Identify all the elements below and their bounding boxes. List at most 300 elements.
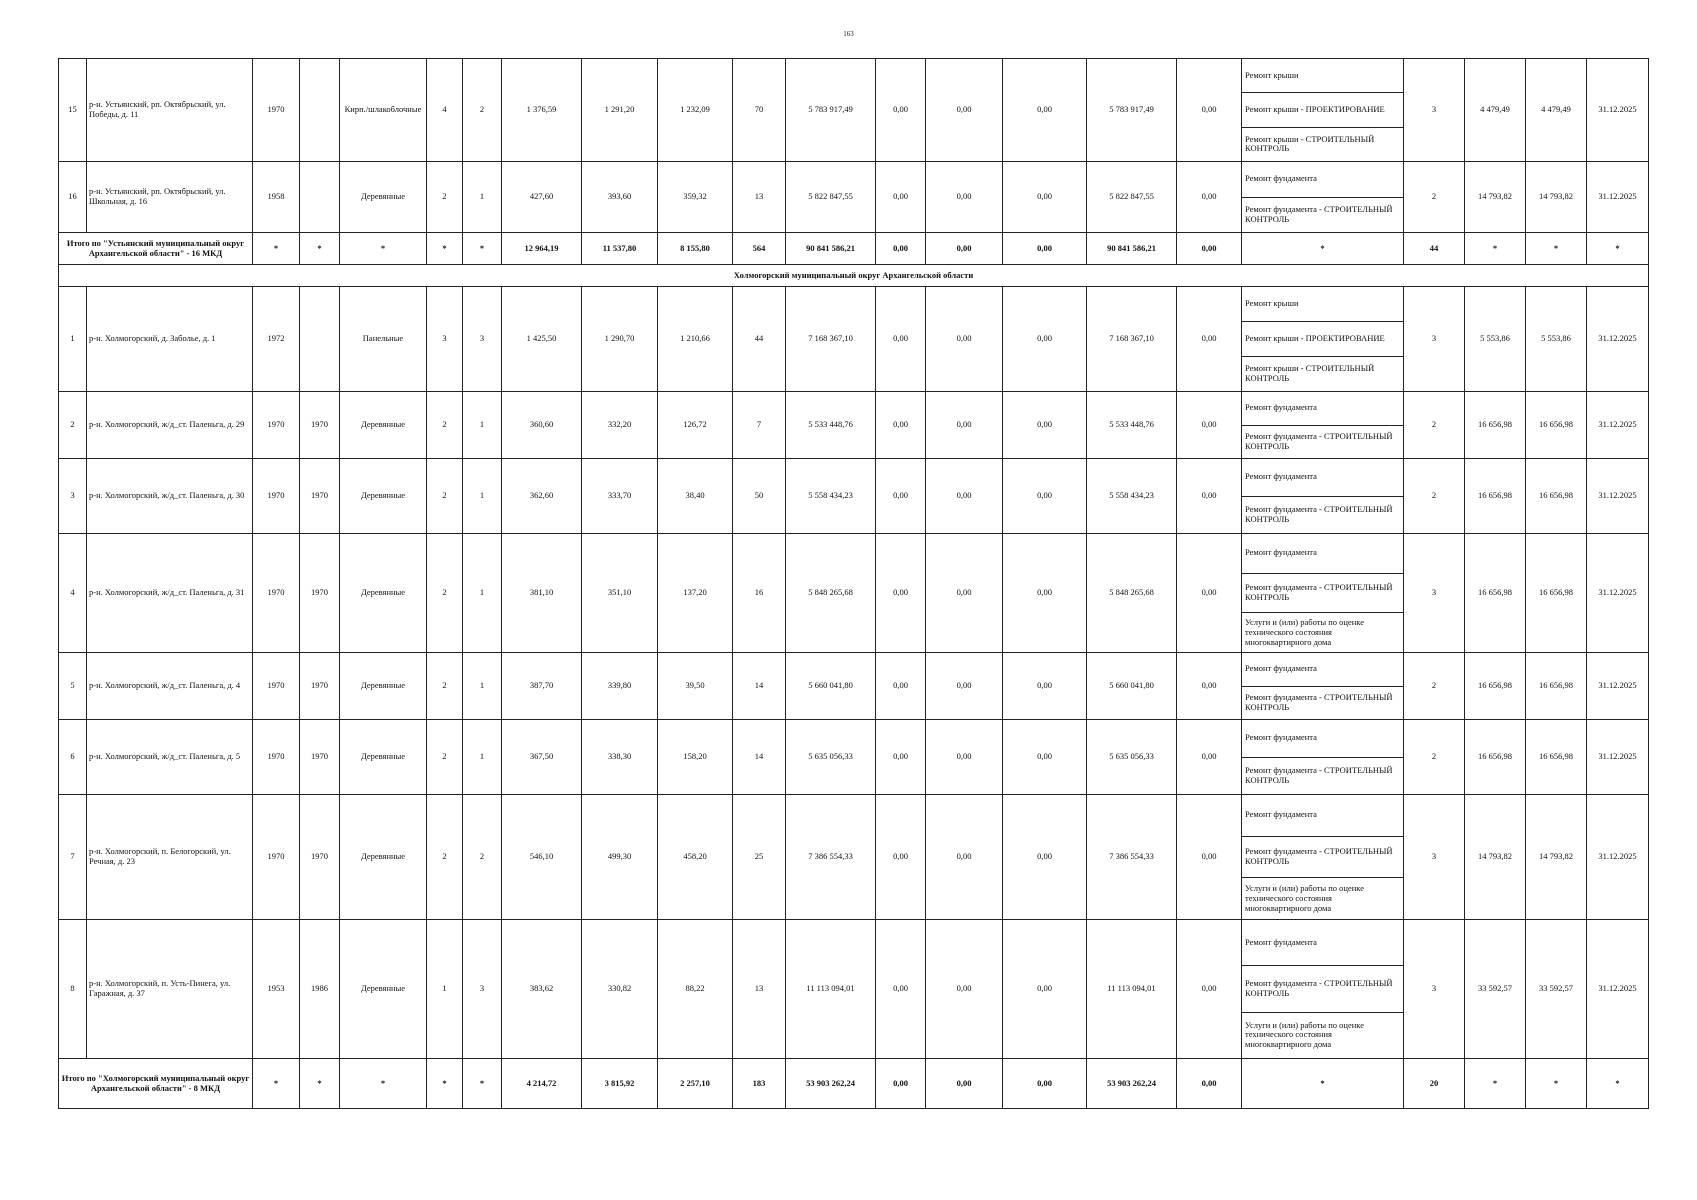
table-row bbox=[59, 653, 1649, 720]
cell-area-total: 360,60 bbox=[502, 392, 582, 459]
work-item: Услуги и (или) работы по оценке технического состояния многоквартирного дома bbox=[1242, 612, 1403, 652]
cell-entrances: 3 bbox=[463, 287, 502, 392]
cell-year-renov: * bbox=[300, 233, 340, 265]
address-cell: р-н. Холмогорский, ж/д_ст. Паленьга, д. 31 bbox=[87, 534, 253, 653]
work-item: Ремонт фундамента bbox=[1245, 663, 1317, 674]
cell-entrances: 3 bbox=[463, 920, 502, 1059]
cell-walls: Деревянные bbox=[340, 720, 427, 795]
cell-entrances: 1 bbox=[463, 392, 502, 459]
cell-floors: 3 bbox=[427, 287, 463, 392]
section-title: Холмогорский муниципальный округ Архангельской области bbox=[59, 265, 1649, 287]
cell-floors: 2 bbox=[427, 795, 463, 920]
cell-fund-other: 0,00 bbox=[1177, 920, 1242, 1059]
cell-unit-cost: 4 479,49 bbox=[1465, 59, 1526, 162]
cell-area-own: 458,20 bbox=[658, 795, 733, 920]
cell-residents: 14 bbox=[733, 720, 786, 795]
address-cell: р-н. Холмогорский, ж/д_ст. Паленьга, д. 5 bbox=[87, 720, 253, 795]
work-item: Ремонт фундамента bbox=[1245, 732, 1317, 743]
cell-unit-cost: * bbox=[1465, 233, 1526, 265]
cell-fund-other: 0,00 bbox=[1177, 720, 1242, 795]
works-list bbox=[1242, 162, 1403, 232]
cell-fund-mun: 0,00 bbox=[1003, 59, 1087, 162]
cell-entrances: 2 bbox=[463, 59, 502, 162]
cell-year-renov: * bbox=[300, 1059, 340, 1109]
row-number: 6 bbox=[59, 720, 87, 795]
works-list bbox=[1242, 720, 1403, 794]
cell-area-res: 339,80 bbox=[582, 653, 658, 720]
work-item: Услуги и (или) работы по оценке технического состояния многоквартирного дома bbox=[1242, 877, 1403, 919]
cell-fund-reg: 0,00 bbox=[926, 392, 1003, 459]
cell-work-count: 44 bbox=[1404, 233, 1465, 265]
address-cell: р-н. Холмогорский, ж/д_ст. Паленьга, д. 4 bbox=[87, 653, 253, 720]
cell-year-built: 1970 bbox=[253, 795, 300, 920]
cell-fund-fed: 0,00 bbox=[876, 1059, 926, 1109]
section-header-row bbox=[59, 265, 1649, 287]
cell-cost-total: 5 533 448,76 bbox=[786, 392, 876, 459]
cell-fund-other: 0,00 bbox=[1177, 534, 1242, 653]
row-number: 16 bbox=[59, 162, 87, 233]
works-list bbox=[1242, 795, 1403, 919]
address-cell: р-н. Холмогорский, ж/д_ст. Паленьга, д. 30 bbox=[87, 459, 253, 534]
cell-floors: 2 bbox=[427, 459, 463, 534]
cell-max-cost: 16 656,98 bbox=[1526, 534, 1587, 653]
cell-area-own: 126,72 bbox=[658, 392, 733, 459]
cell-fund-reg: 0,00 bbox=[926, 59, 1003, 162]
cell-work-count: 2 bbox=[1404, 459, 1465, 534]
cell-fund-fed: 0,00 bbox=[876, 287, 926, 392]
cell-area-total: 362,60 bbox=[502, 459, 582, 534]
cell-max-cost: 14 793,82 bbox=[1526, 795, 1587, 920]
cell-floors: 2 bbox=[427, 720, 463, 795]
cell-year-renov: 1970 bbox=[300, 392, 340, 459]
cell-max-cost: * bbox=[1526, 1059, 1587, 1109]
work-item: Ремонт фундамента bbox=[1245, 402, 1317, 413]
work-item: Ремонт фундамента bbox=[1245, 471, 1317, 482]
work-item: Ремонт фундамента - СТРОИТЕЛЬНЫЙ КОНТРОЛЬ bbox=[1242, 496, 1403, 534]
row-number: 7 bbox=[59, 795, 87, 920]
cell-fund-reg: 0,00 bbox=[926, 720, 1003, 795]
cell-deadline: 31.12.2025 bbox=[1587, 59, 1649, 162]
cell-residents: 50 bbox=[733, 459, 786, 534]
cell-fund-other: 0,00 bbox=[1177, 459, 1242, 534]
cell-fund-fed: 0,00 bbox=[876, 59, 926, 162]
cell-fund-fed: 0,00 bbox=[876, 920, 926, 1059]
cell-unit-cost: 16 656,98 bbox=[1465, 459, 1526, 534]
cell-year-renov: 1986 bbox=[300, 920, 340, 1059]
address-cell: р-н. Устьянский, рп. Октябрьский, ул. Школьная, д. 16 bbox=[87, 162, 253, 233]
works-cell bbox=[1242, 920, 1404, 1059]
cell-deadline: 31.12.2025 bbox=[1587, 920, 1649, 1059]
cell-deadline: * bbox=[1587, 1059, 1649, 1109]
cell-year-renov: 1970 bbox=[300, 459, 340, 534]
cell-fund-reg: 0,00 bbox=[926, 653, 1003, 720]
address-cell: р-н. Холмогорский, д. Заболье, д. 1 bbox=[87, 287, 253, 392]
cell-year-built: 1958 bbox=[253, 162, 300, 233]
cell-entrances: 1 bbox=[463, 459, 502, 534]
table-row bbox=[59, 392, 1649, 459]
cell-fund-reg: 0,00 bbox=[926, 233, 1003, 265]
cell-max-cost: 5 553,86 bbox=[1526, 287, 1587, 392]
cell-cost-total: 5 660 041,80 bbox=[786, 653, 876, 720]
row-number: 3 bbox=[59, 459, 87, 534]
cell-fund-fed: 0,00 bbox=[876, 653, 926, 720]
cell-walls: Деревянные bbox=[340, 392, 427, 459]
cell-fund-other: 0,00 bbox=[1177, 287, 1242, 392]
cell-floors: 2 bbox=[427, 392, 463, 459]
cell-area-total: 427,60 bbox=[502, 162, 582, 233]
cell-year-built: 1970 bbox=[253, 720, 300, 795]
cell-fund-owner: 5 635 056,33 bbox=[1087, 720, 1177, 795]
cell-year-renov: 1970 bbox=[300, 795, 340, 920]
address-cell: р-н. Холмогорский, ж/д_ст. Паленьга, д. 29 bbox=[87, 392, 253, 459]
cell-walls: Деревянные bbox=[340, 162, 427, 233]
cell-residents: 70 bbox=[733, 59, 786, 162]
cell-floors: 1 bbox=[427, 920, 463, 1059]
cell-walls: Деревянные bbox=[340, 653, 427, 720]
cell-fund-owner: 5 558 434,23 bbox=[1087, 459, 1177, 534]
cell-max-cost: * bbox=[1526, 233, 1587, 265]
cell-year-renov bbox=[300, 59, 340, 162]
cell-residents: 44 bbox=[733, 287, 786, 392]
cell-area-own: 1 210,66 bbox=[658, 287, 733, 392]
cell-cost-total: 5 822 847,55 bbox=[786, 162, 876, 233]
cell-cost-total: 5 635 056,33 bbox=[786, 720, 876, 795]
cell-fund-other: 0,00 bbox=[1177, 162, 1242, 233]
table-row bbox=[59, 534, 1649, 653]
cell-entrances: * bbox=[463, 1059, 502, 1109]
cell-unit-cost: 16 656,98 bbox=[1465, 534, 1526, 653]
cell-fund-other: 0,00 bbox=[1177, 392, 1242, 459]
cell-year-built: 1970 bbox=[253, 59, 300, 162]
cell-entrances: 1 bbox=[463, 162, 502, 233]
cell-residents: 16 bbox=[733, 534, 786, 653]
cell-area-res: 330,82 bbox=[582, 920, 658, 1059]
cell-area-res: 1 291,20 bbox=[582, 59, 658, 162]
row-number: 5 bbox=[59, 653, 87, 720]
cell-work-count: 2 bbox=[1404, 653, 1465, 720]
cell-area-total: 381,10 bbox=[502, 534, 582, 653]
cell-year-renov bbox=[300, 287, 340, 392]
cell-walls: Деревянные bbox=[340, 459, 427, 534]
work-item: Ремонт фундамента - СТРОИТЕЛЬНЫЙ КОНТРОЛЬ bbox=[1242, 757, 1403, 795]
work-item: Ремонт фундамента bbox=[1245, 173, 1317, 184]
cell-residents: 14 bbox=[733, 653, 786, 720]
cell-cost-total: 53 903 262,24 bbox=[786, 1059, 876, 1109]
work-item: Ремонт фундамента - СТРОИТЕЛЬНЫЙ КОНТРОЛЬ bbox=[1242, 197, 1403, 233]
works-list bbox=[1242, 392, 1403, 458]
cell-fund-fed: 0,00 bbox=[876, 392, 926, 459]
cell-max-cost: 16 656,98 bbox=[1526, 392, 1587, 459]
cell-fund-mun: 0,00 bbox=[1003, 920, 1087, 1059]
cell-fund-other: 0,00 bbox=[1177, 59, 1242, 162]
cell-year-renov bbox=[300, 162, 340, 233]
cell-walls: Деревянные bbox=[340, 534, 427, 653]
works-cell bbox=[1242, 287, 1404, 392]
cell-unit-cost: 16 656,98 bbox=[1465, 720, 1526, 795]
cell-residents: 13 bbox=[733, 162, 786, 233]
work-item: Ремонт крыши - СТРОИТЕЛЬНЫЙ КОНТРОЛЬ bbox=[1242, 127, 1403, 161]
cell-area-total: 383,62 bbox=[502, 920, 582, 1059]
cell-area-total: 4 214,72 bbox=[502, 1059, 582, 1109]
cell-work-count: 3 bbox=[1404, 534, 1465, 653]
cell-year-built: 1970 bbox=[253, 392, 300, 459]
cell-area-own: 2 257,10 bbox=[658, 1059, 733, 1109]
cell-entrances: 1 bbox=[463, 653, 502, 720]
work-item: Ремонт фундамента - СТРОИТЕЛЬНЫЙ КОНТРОЛЬ bbox=[1242, 573, 1403, 613]
cell-entrances: 1 bbox=[463, 720, 502, 795]
cell-year-built: 1953 bbox=[253, 920, 300, 1059]
work-item: Ремонт крыши - ПРОЕКТИРОВАНИЕ bbox=[1242, 321, 1403, 356]
cell-work-count: 2 bbox=[1404, 720, 1465, 795]
work-item: Ремонт фундамента bbox=[1245, 936, 1317, 947]
cell-year-built: 1970 bbox=[253, 534, 300, 653]
cell-fund-mun: 0,00 bbox=[1003, 162, 1087, 233]
cell-area-res: 332,20 bbox=[582, 392, 658, 459]
row-number: 4 bbox=[59, 534, 87, 653]
cell-fund-reg: 0,00 bbox=[926, 534, 1003, 653]
cell-work: * bbox=[1242, 1059, 1404, 1109]
address-cell: р-н. Холмогорский, п. Белогорский, ул. Речная, д. 23 bbox=[87, 795, 253, 920]
row-number: 8 bbox=[59, 920, 87, 1059]
cell-walls: Кирп./шлакоблочные bbox=[340, 59, 427, 162]
cell-area-total: 546,10 bbox=[502, 795, 582, 920]
cell-fund-mun: 0,00 bbox=[1003, 459, 1087, 534]
cell-walls: Деревянные bbox=[340, 795, 427, 920]
cell-cost-total: 90 841 586,21 bbox=[786, 233, 876, 265]
cell-year-built: 1970 bbox=[253, 653, 300, 720]
cell-fund-reg: 0,00 bbox=[926, 1059, 1003, 1109]
cell-area-total: 1 425,50 bbox=[502, 287, 582, 392]
cell-fund-owner: 5 533 448,76 bbox=[1087, 392, 1177, 459]
cell-floors: * bbox=[427, 1059, 463, 1109]
work-item: Ремонт фундамента - СТРОИТЕЛЬНЫЙ КОНТРОЛЬ bbox=[1242, 425, 1403, 459]
cell-fund-fed: 0,00 bbox=[876, 459, 926, 534]
cell-fund-owner: 7 386 554,33 bbox=[1087, 795, 1177, 920]
cell-area-res: 1 290,70 bbox=[582, 287, 658, 392]
cell-walls: Панельные bbox=[340, 287, 427, 392]
works-cell bbox=[1242, 534, 1404, 653]
cell-fund-mun: 0,00 bbox=[1003, 534, 1087, 653]
cell-max-cost: 16 656,98 bbox=[1526, 459, 1587, 534]
cell-work-count: 3 bbox=[1404, 920, 1465, 1059]
cell-cost-total: 7 386 554,33 bbox=[786, 795, 876, 920]
cell-area-own: 39,50 bbox=[658, 653, 733, 720]
cell-fund-owner: 5 783 917,49 bbox=[1087, 59, 1177, 162]
cell-year-built: * bbox=[253, 1059, 300, 1109]
work-item: Ремонт крыши - ПРОЕКТИРОВАНИЕ bbox=[1242, 92, 1403, 126]
cell-area-res: 338,30 bbox=[582, 720, 658, 795]
works-list bbox=[1242, 534, 1403, 652]
cell-deadline: 31.12.2025 bbox=[1587, 392, 1649, 459]
table-row bbox=[59, 795, 1649, 920]
total-label: Итого по "Устьянский муниципальный округ Архангельской области" - 16 МКД bbox=[59, 233, 253, 265]
works-list bbox=[1242, 653, 1403, 719]
table-row bbox=[59, 459, 1649, 534]
cell-entrances: 1 bbox=[463, 534, 502, 653]
work-item: Ремонт крыши - СТРОИТЕЛЬНЫЙ КОНТРОЛЬ bbox=[1242, 356, 1403, 391]
cell-area-own: 8 155,80 bbox=[658, 233, 733, 265]
row-number: 15 bbox=[59, 59, 87, 162]
cell-unit-cost: 16 656,98 bbox=[1465, 392, 1526, 459]
cell-fund-mun: 0,00 bbox=[1003, 795, 1087, 920]
works-cell bbox=[1242, 653, 1404, 720]
cell-area-total: 1 376,59 bbox=[502, 59, 582, 162]
cell-floors: 4 bbox=[427, 59, 463, 162]
cell-floors: 2 bbox=[427, 534, 463, 653]
works-list bbox=[1242, 287, 1403, 391]
works-list bbox=[1242, 459, 1403, 533]
cell-work-count: 3 bbox=[1404, 287, 1465, 392]
works-cell bbox=[1242, 795, 1404, 920]
cell-fund-fed: 0,00 bbox=[876, 534, 926, 653]
cell-fund-owner: 53 903 262,24 bbox=[1087, 1059, 1177, 1109]
work-item: Ремонт крыши bbox=[1245, 69, 1299, 80]
cell-max-cost: 16 656,98 bbox=[1526, 720, 1587, 795]
cell-residents: 7 bbox=[733, 392, 786, 459]
table-row bbox=[59, 59, 1649, 162]
cell-fund-fed: 0,00 bbox=[876, 233, 926, 265]
works-cell bbox=[1242, 720, 1404, 795]
cell-cost-total: 11 113 094,01 bbox=[786, 920, 876, 1059]
cell-residents: 183 bbox=[733, 1059, 786, 1109]
cell-work-count: 20 bbox=[1404, 1059, 1465, 1109]
total-row bbox=[59, 1059, 1649, 1109]
table-row bbox=[59, 720, 1649, 795]
cell-fund-owner: 5 660 041,80 bbox=[1087, 653, 1177, 720]
cell-fund-mun: 0,00 bbox=[1003, 392, 1087, 459]
capital-repair-table bbox=[58, 58, 1649, 1109]
page-number: 163 bbox=[843, 30, 854, 38]
cell-cost-total: 5 558 434,23 bbox=[786, 459, 876, 534]
cell-work-count: 2 bbox=[1404, 162, 1465, 233]
table-row bbox=[59, 162, 1649, 233]
work-item: Ремонт фундамента bbox=[1245, 547, 1317, 558]
cell-area-own: 1 232,09 bbox=[658, 59, 733, 162]
cell-entrances: 2 bbox=[463, 795, 502, 920]
cell-year-built: 1970 bbox=[253, 459, 300, 534]
cell-area-res: 351,10 bbox=[582, 534, 658, 653]
row-number: 1 bbox=[59, 287, 87, 392]
cell-walls: Деревянные bbox=[340, 920, 427, 1059]
cell-area-res: 499,30 bbox=[582, 795, 658, 920]
cell-deadline: 31.12.2025 bbox=[1587, 795, 1649, 920]
cell-fund-reg: 0,00 bbox=[926, 162, 1003, 233]
cell-fund-fed: 0,00 bbox=[876, 162, 926, 233]
cell-deadline: 31.12.2025 bbox=[1587, 459, 1649, 534]
cell-unit-cost: 14 793,82 bbox=[1465, 162, 1526, 233]
cell-deadline: 31.12.2025 bbox=[1587, 720, 1649, 795]
cell-area-own: 38,40 bbox=[658, 459, 733, 534]
cell-floors: 2 bbox=[427, 162, 463, 233]
cell-fund-other: 0,00 bbox=[1177, 1059, 1242, 1109]
cell-residents: 25 bbox=[733, 795, 786, 920]
works-list bbox=[1242, 920, 1403, 1058]
work-item: Ремонт фундамента bbox=[1245, 809, 1317, 820]
cell-year-renov: 1970 bbox=[300, 720, 340, 795]
cell-area-total: 387,70 bbox=[502, 653, 582, 720]
cell-area-total: 12 964,19 bbox=[502, 233, 582, 265]
cell-floors: * bbox=[427, 233, 463, 265]
cell-cost-total: 5 783 917,49 bbox=[786, 59, 876, 162]
cell-fund-owner: 7 168 367,10 bbox=[1087, 287, 1177, 392]
cell-fund-owner: 5 848 265,68 bbox=[1087, 534, 1177, 653]
cell-area-res: 3 815,92 bbox=[582, 1059, 658, 1109]
work-item: Ремонт фундамента - СТРОИТЕЛЬНЫЙ КОНТРОЛЬ bbox=[1242, 686, 1403, 720]
cell-work-count: 3 bbox=[1404, 795, 1465, 920]
cell-fund-other: 0,00 bbox=[1177, 653, 1242, 720]
cell-fund-owner: 5 822 847,55 bbox=[1087, 162, 1177, 233]
cell-max-cost: 33 592,57 bbox=[1526, 920, 1587, 1059]
cell-max-cost: 4 479,49 bbox=[1526, 59, 1587, 162]
works-cell bbox=[1242, 392, 1404, 459]
cell-fund-mun: 0,00 bbox=[1003, 287, 1087, 392]
cell-fund-mun: 0,00 bbox=[1003, 720, 1087, 795]
cell-year-built: * bbox=[253, 233, 300, 265]
cell-fund-reg: 0,00 bbox=[926, 795, 1003, 920]
cell-deadline: 31.12.2025 bbox=[1587, 534, 1649, 653]
cell-fund-other: 0,00 bbox=[1177, 795, 1242, 920]
cell-floors: 2 bbox=[427, 653, 463, 720]
cell-unit-cost: 33 592,57 bbox=[1465, 920, 1526, 1059]
cell-entrances: * bbox=[463, 233, 502, 265]
work-item: Ремонт крыши bbox=[1245, 298, 1299, 309]
cell-unit-cost: * bbox=[1465, 1059, 1526, 1109]
address-cell: р-н. Холмогорский, п. Усть-Пинега, ул. Гаражная, д. 37 bbox=[87, 920, 253, 1059]
works-cell bbox=[1242, 59, 1404, 162]
cell-unit-cost: 14 793,82 bbox=[1465, 795, 1526, 920]
cell-fund-mun: 0,00 bbox=[1003, 1059, 1087, 1109]
cell-area-own: 158,20 bbox=[658, 720, 733, 795]
cell-deadline: 31.12.2025 bbox=[1587, 287, 1649, 392]
cell-cost-total: 7 168 367,10 bbox=[786, 287, 876, 392]
cell-area-res: 11 537,80 bbox=[582, 233, 658, 265]
cell-max-cost: 14 793,82 bbox=[1526, 162, 1587, 233]
cell-fund-owner: 90 841 586,21 bbox=[1087, 233, 1177, 265]
works-list bbox=[1242, 59, 1403, 161]
cell-area-own: 88,22 bbox=[658, 920, 733, 1059]
cell-work-count: 2 bbox=[1404, 392, 1465, 459]
cell-year-built: 1972 bbox=[253, 287, 300, 392]
total-row bbox=[59, 233, 1649, 265]
cell-area-res: 333,70 bbox=[582, 459, 658, 534]
cell-deadline: 31.12.2025 bbox=[1587, 162, 1649, 233]
row-number: 2 bbox=[59, 392, 87, 459]
cell-area-res: 393,60 bbox=[582, 162, 658, 233]
cell-fund-reg: 0,00 bbox=[926, 287, 1003, 392]
cell-residents: 13 bbox=[733, 920, 786, 1059]
cell-fund-owner: 11 113 094,01 bbox=[1087, 920, 1177, 1059]
cell-fund-mun: 0,00 bbox=[1003, 653, 1087, 720]
cell-area-own: 359,32 bbox=[658, 162, 733, 233]
cell-residents: 564 bbox=[733, 233, 786, 265]
work-item: Услуги и (или) работы по оценке технического состояния многоквартирного дома bbox=[1242, 1012, 1403, 1058]
work-item: Ремонт фундамента - СТРОИТЕЛЬНЫЙ КОНТРОЛЬ bbox=[1242, 965, 1403, 1011]
cell-work-count: 3 bbox=[1404, 59, 1465, 162]
cell-fund-reg: 0,00 bbox=[926, 920, 1003, 1059]
cell-walls: * bbox=[340, 233, 427, 265]
cell-deadline: 31.12.2025 bbox=[1587, 653, 1649, 720]
cell-fund-other: 0,00 bbox=[1177, 233, 1242, 265]
address-cell: р-н. Устьянский, рп. Октябрьский, ул. Победы, д. 11 bbox=[87, 59, 253, 162]
cell-cost-total: 5 848 265,68 bbox=[786, 534, 876, 653]
cell-max-cost: 16 656,98 bbox=[1526, 653, 1587, 720]
works-cell bbox=[1242, 459, 1404, 534]
cell-work: * bbox=[1242, 233, 1404, 265]
cell-unit-cost: 16 656,98 bbox=[1465, 653, 1526, 720]
work-item: Ремонт фундамента - СТРОИТЕЛЬНЫЙ КОНТРОЛЬ bbox=[1242, 836, 1403, 878]
cell-area-total: 367,50 bbox=[502, 720, 582, 795]
cell-area-own: 137,20 bbox=[658, 534, 733, 653]
